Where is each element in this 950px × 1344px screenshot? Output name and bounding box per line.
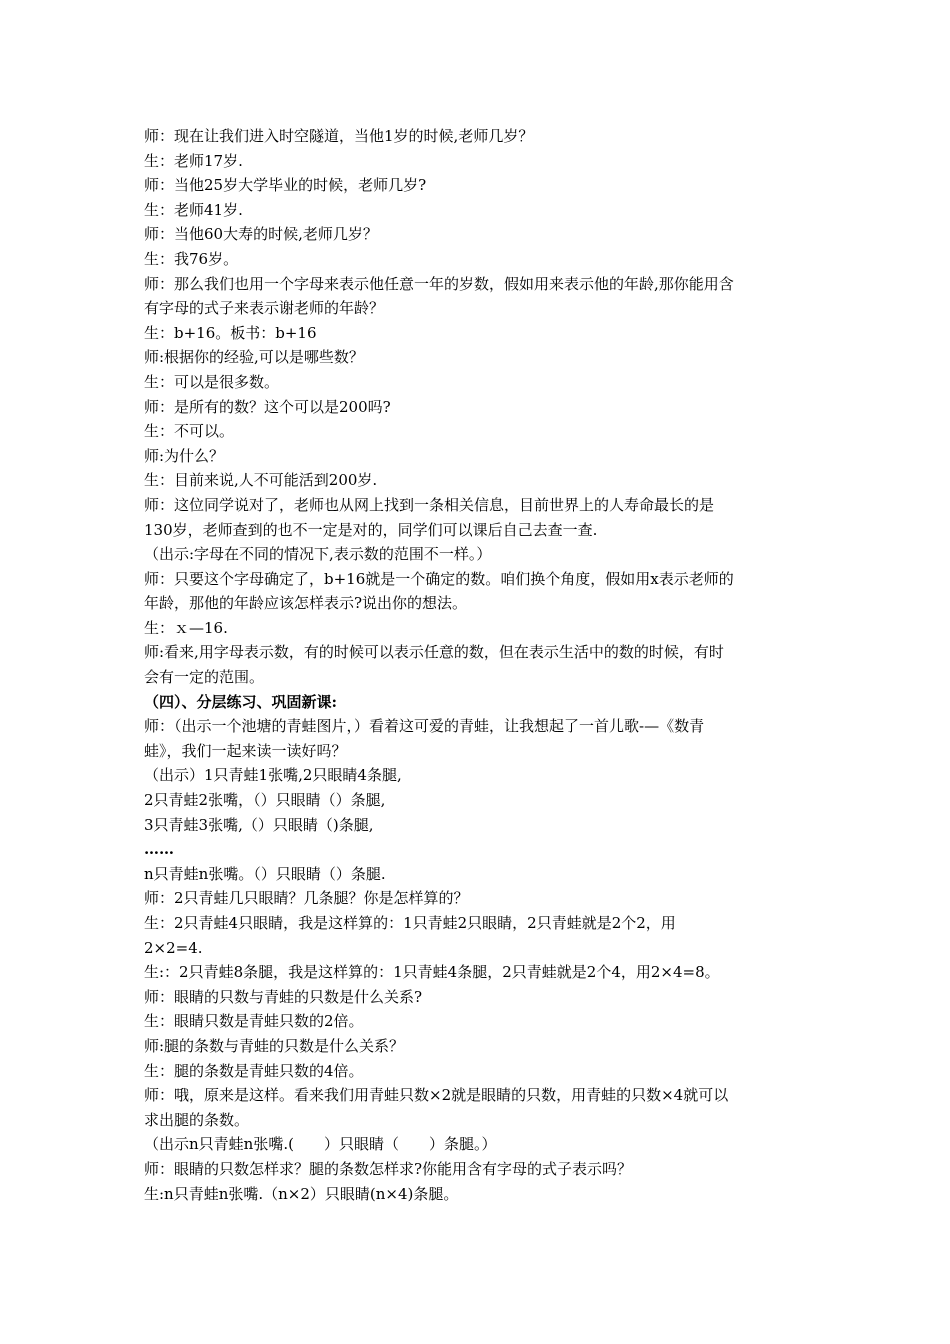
text-line: 师：这位同学说对了，老师也从网上找到一条相关信息，目前世界上的人寿命最长的是 — [144, 495, 715, 514]
text-line: 师：只要这个字母确定了，b+16就是一个确定的数。咱们换个角度，假如用x表示老师的 — [144, 569, 734, 588]
text-line: 师：（出示一个池塘的青蛙图片，）看着这可爱的青蛙，让我想起了一首儿歌-—《数青 — [144, 717, 705, 736]
text-line: 生：b+16。板书：b+16 — [144, 323, 317, 342]
text-line: 生：2只青蛙4只眼睛，我是这样算的：1只青蛙2只眼睛，2只青蛙就是2个2，用 — [144, 914, 676, 932]
text-line: 生：可以是很多数。 — [144, 372, 280, 391]
text-line: 生：目前来说,人不可能活到200岁. — [144, 471, 378, 490]
text-line: 师：那么我们也用一个字母来表示他任意一年的岁数，假如用来表示他的年龄,那你能用含 — [144, 274, 734, 293]
text-line: 师:腿的条数与青蛙的只数是什么关系？ — [144, 1036, 405, 1055]
text-line: 年龄，那他的年龄应该怎样表示?说出你的想法。 — [144, 594, 468, 613]
text-line: 生：ｘ—16. — [144, 618, 228, 637]
text-line: 师:看来,用字母表示数，有的时候可以表示任意的数，但在表示生活中的数的时候，有时 — [144, 643, 724, 662]
text-line: 师:根据你的经验,可以是哪些数？ — [144, 348, 364, 367]
text-line: 生：老师41岁. — [144, 200, 243, 219]
text-line: （出示n只青蛙n张嘴.( ）只眼睛（ ）条腿。） — [144, 1135, 497, 1154]
text-line: 求出腿的条数。 — [144, 1110, 250, 1129]
text-line: 师：2只青蛙几只眼睛？几条腿？你是怎样算的？ — [144, 889, 469, 908]
text-line: 会有一定的范围。 — [144, 668, 265, 687]
text-line: 2×2=4. — [144, 938, 203, 957]
text-line: （出示）1只青蛙1张嘴,2只眼睛4条腿, — [144, 766, 402, 785]
section-heading-line: （四）、分层练习、巩固新课: — [144, 692, 338, 711]
text-line: 生：腿的条数是青蛙只数的4倍。 — [144, 1061, 364, 1080]
text-line: 生：眼睛只数是青蛙只数的2倍。 — [144, 1012, 364, 1031]
text-line: （出示:字母在不同的情况下,表示数的范围不一样。） — [144, 545, 492, 564]
text-line: 师：当他60大寿的时候,老师几岁？ — [144, 225, 378, 244]
text-line: 师：现在让我们进入时空隧道，当他1岁的时候,老师几岁？ — [144, 127, 534, 145]
text-line: 蛙》，我们一起来读一读好吗？ — [144, 741, 347, 760]
text-line: 师：眼睛的只数怎样求？腿的条数怎样求?你能用含有字母的式子表示吗？ — [144, 1159, 633, 1178]
text-line: 生:n只青蛙n张嘴.（n×2）只眼睛(n×4)条腿。 — [144, 1184, 459, 1203]
text-line: 生：我76岁。 — [144, 249, 239, 268]
text-line: n只青蛙n张嘴。（）只眼睛（）条腿. — [144, 864, 386, 883]
text-line: 3只青蛙3张嘴,（）只眼睛（)条腿, — [144, 815, 374, 834]
text-line: 130岁，老师查到的也不一定是对的，同学们可以课后自己去查一查. — [144, 520, 598, 539]
section-heading-line: …… — [144, 840, 174, 859]
text-line: 2只青蛙2张嘴，（）只眼睛（）条腿, — [144, 791, 386, 810]
text-line: 生：老师17岁. — [144, 151, 243, 170]
text-line: 师：眼睛的只数与青蛙的只数是什么关系? — [144, 987, 423, 1006]
text-line: 师：是所有的数？这个可以是200吗? — [144, 397, 391, 416]
text-line: 师:为什么？ — [144, 446, 225, 465]
text-line: 师：哦，原来是这样。看来我们用青蛙只数×2就是眼睛的只数，用青蛙的只数×4就可以 — [144, 1086, 729, 1105]
document-body — [144, 124, 812, 1206]
text-line: 生：不可以。 — [144, 422, 235, 441]
text-line: 有字母的式子来表示谢老师的年龄？ — [144, 299, 385, 318]
text-line: 师：当他25岁大学毕业的时候，老师几岁? — [144, 176, 427, 195]
text-line: 生:：2只青蛙8条腿，我是这样算的：1只青蛙4条腿，2只青蛙就是2个4，用2×4=8。 — [144, 963, 720, 982]
